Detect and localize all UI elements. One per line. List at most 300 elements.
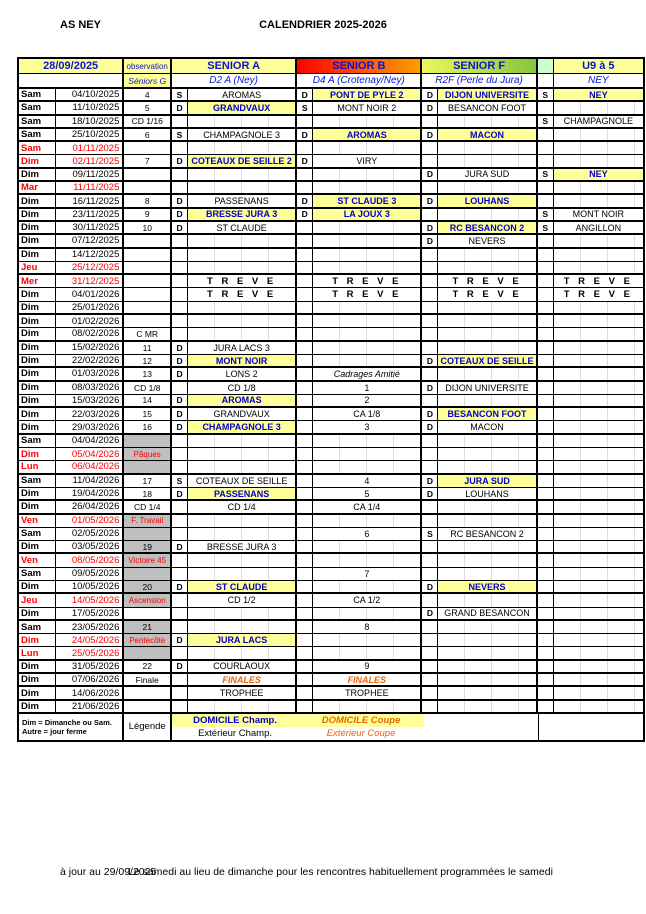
legend-notes xyxy=(19,714,124,740)
team-cell xyxy=(313,328,422,339)
venue-letter-cell xyxy=(297,581,313,592)
venue-letter-cell: D xyxy=(297,129,313,140)
team-cell xyxy=(188,448,297,460)
venue-letter-cell: D xyxy=(422,102,438,113)
day-cell: Ven xyxy=(19,515,56,527)
team-cell: CD 1/2 xyxy=(188,594,297,606)
team-cell xyxy=(188,182,297,193)
observation-cell: 11 xyxy=(124,342,172,354)
venue-letter-cell xyxy=(422,275,438,287)
calendar-row xyxy=(19,355,643,368)
date-cell: 01/05/2026 xyxy=(56,515,125,527)
venue-letter-cell xyxy=(422,288,438,300)
calendar-row xyxy=(19,142,643,155)
date-cell: 09/11/2025 xyxy=(56,169,125,180)
calendar-row xyxy=(19,182,643,195)
team-cell xyxy=(313,235,422,246)
footer-note: Le samedi au lieu de dimanche pour les rencontres habituellement programmées le samedi xyxy=(128,866,553,878)
observation-cell: 16 xyxy=(124,421,172,432)
team-cell: TROPHEE xyxy=(188,687,297,698)
venue-letter-cell: S xyxy=(538,116,554,127)
venue-letter-cell xyxy=(422,515,438,527)
observation-cell: Pentecôte xyxy=(124,634,172,646)
team-cell xyxy=(554,235,643,246)
team-cell xyxy=(188,262,297,273)
team-cell xyxy=(554,342,643,354)
header-observation-sub: Séniors G xyxy=(124,74,172,87)
date-cell: 25/10/2025 xyxy=(56,129,125,140)
venue-letter-cell xyxy=(422,647,438,658)
team-cell xyxy=(438,515,537,527)
team-cell xyxy=(438,661,537,672)
venue-letter-cell: S xyxy=(538,169,554,180)
venue-letter-cell xyxy=(538,608,554,619)
date-cell: 23/05/2026 xyxy=(56,621,125,633)
day-cell: Dim xyxy=(19,209,56,220)
venue-letter-cell xyxy=(422,209,438,220)
date-cell: 17/05/2026 xyxy=(56,608,125,619)
venue-letter-cell xyxy=(172,674,188,685)
legend-home-line xyxy=(172,714,538,727)
venue-letter-cell xyxy=(297,515,313,527)
team-cell xyxy=(188,554,297,566)
club-name: AS NEY xyxy=(60,19,101,31)
venue-letter-cell xyxy=(297,634,313,646)
team-cell: T R E V E xyxy=(188,275,297,287)
team-cell: BRESSE JURA 3 xyxy=(188,209,297,220)
team-cell: 8 xyxy=(313,621,422,633)
venue-letter-cell: D xyxy=(172,488,188,499)
team-cell: ANGILLON xyxy=(575,222,622,233)
venue-letter-cell: D xyxy=(422,195,438,206)
calendar-row xyxy=(19,448,643,461)
venue-letter-cell xyxy=(297,408,313,420)
observation-cell: 15 xyxy=(124,408,172,420)
observation-cell xyxy=(124,275,172,287)
calendar-row xyxy=(19,541,643,554)
team-cell xyxy=(188,515,297,527)
observation-cell: 22 xyxy=(124,661,172,672)
venue-letter-cell xyxy=(297,461,313,472)
header-observation: observation xyxy=(124,59,172,73)
calendar-row xyxy=(19,328,643,341)
team-cell xyxy=(554,302,643,313)
team-cell xyxy=(313,315,422,327)
venue-letter-cell xyxy=(297,421,313,432)
team-cell xyxy=(438,568,537,580)
team-cell: DIJON UNIVERSITE xyxy=(438,89,537,100)
venue-letter-cell xyxy=(422,435,438,447)
team-cell xyxy=(554,249,643,261)
team-cell: TROPHEE xyxy=(313,687,422,698)
day-cell: Dim xyxy=(19,661,56,672)
date-cell: 03/05/2026 xyxy=(56,541,125,552)
venue-letter-cell xyxy=(422,634,438,646)
team-cell xyxy=(554,435,643,447)
venue-letter-cell xyxy=(172,461,188,472)
day-cell: Mer xyxy=(19,275,56,287)
venue-letter-cell xyxy=(538,687,554,698)
venue-letter-cell xyxy=(172,262,188,273)
day-cell: Dim xyxy=(19,421,56,432)
team-cell xyxy=(438,621,537,633)
observation-cell: 5 xyxy=(124,102,172,113)
observation-cell: 14 xyxy=(124,395,172,406)
day-cell: Dim xyxy=(19,288,56,300)
observation-cell xyxy=(124,568,172,580)
observation-cell: 4 xyxy=(124,89,172,100)
venue-letter-cell xyxy=(297,235,313,246)
team-cell: 1 xyxy=(313,382,422,394)
venue-letter-cell: D xyxy=(172,661,188,672)
venue-letter-cell xyxy=(172,302,188,313)
date-cell: 24/05/2026 xyxy=(56,634,125,646)
page-title: CALENDRIER 2025-2026 xyxy=(259,19,387,31)
day-cell: Sam xyxy=(19,568,56,580)
venue-letter-cell xyxy=(538,155,554,166)
team-cell xyxy=(554,501,643,512)
venue-letter-cell: D xyxy=(422,222,438,233)
venue-letter-cell: D xyxy=(172,368,188,379)
venue-letter-cell xyxy=(297,475,313,487)
venue-letter-cell xyxy=(172,116,188,127)
team-cell: CD 1/4 xyxy=(188,501,297,512)
venue-letter-cell xyxy=(538,515,554,527)
team-cell xyxy=(438,262,537,273)
date-cell: 21/06/2026 xyxy=(56,701,125,712)
observation-cell xyxy=(124,461,172,472)
team-cell xyxy=(188,435,297,447)
calendar-row xyxy=(19,288,643,301)
observation-cell xyxy=(124,182,172,193)
venue-letter-cell xyxy=(172,328,188,339)
team-cell xyxy=(554,515,643,527)
date-cell: 15/03/2026 xyxy=(56,395,125,406)
day-cell: Dim xyxy=(19,608,56,619)
day-cell: Dim xyxy=(19,501,56,512)
venue-letter-cell: D xyxy=(172,395,188,406)
team-cell: 2 xyxy=(313,395,422,406)
day-cell: Dim xyxy=(19,395,56,406)
venue-letter-cell: D xyxy=(422,408,438,420)
venue-letter-cell xyxy=(172,515,188,527)
venue-letter-cell xyxy=(297,488,313,499)
date-cell: 04/10/2025 xyxy=(56,89,125,100)
venue-letter-cell: D xyxy=(422,169,438,180)
calendar-row xyxy=(19,674,643,687)
team-cell xyxy=(554,129,643,140)
venue-letter-cell: D xyxy=(172,209,188,220)
venue-letter-cell xyxy=(538,421,554,432)
team-cell xyxy=(313,461,422,472)
venue-letter-cell: S xyxy=(172,475,188,487)
header-u9-letter-cell xyxy=(538,59,554,73)
team-cell: PONT DE PYLE 2 xyxy=(313,89,422,100)
day-cell: Sam xyxy=(19,116,56,127)
team-cell: AROMAS xyxy=(188,395,297,406)
calendar-row xyxy=(19,647,643,660)
date-cell: 10/05/2026 xyxy=(56,581,125,592)
venue-letter-cell xyxy=(172,647,188,658)
team-cell: ST CLAUDE xyxy=(188,222,297,233)
team-cell xyxy=(554,448,643,460)
legend-note-1: Dim = Dimanche ou Sam. xyxy=(22,717,112,727)
venue-letter-cell xyxy=(172,382,188,394)
calendar-row xyxy=(19,222,643,235)
day-cell: Dim xyxy=(19,169,56,180)
team-cell xyxy=(313,169,422,180)
venue-letter-cell xyxy=(172,608,188,619)
observation-cell: 8 xyxy=(124,195,172,206)
team-cell: JURA SUD xyxy=(438,475,537,487)
venue-letter-cell xyxy=(538,302,554,313)
venue-letter-cell xyxy=(538,634,554,646)
calendar-rows xyxy=(19,89,643,714)
calendar-row xyxy=(19,554,643,567)
team-cell xyxy=(188,328,297,339)
venue-letter-cell xyxy=(422,249,438,261)
venue-letter-cell: D xyxy=(172,421,188,432)
team-cell xyxy=(313,515,422,527)
date-cell: 30/11/2025 xyxy=(56,222,125,233)
team-cell xyxy=(313,302,422,313)
venue-letter-cell: D xyxy=(172,195,188,206)
team-cell: 6 xyxy=(313,528,422,540)
day-cell: Sam xyxy=(19,89,56,100)
date-cell: 23/11/2025 xyxy=(56,209,125,220)
team-cell xyxy=(313,182,422,193)
team-cell xyxy=(438,674,537,685)
day-cell: Dim xyxy=(19,302,56,313)
calendar-row xyxy=(19,169,643,182)
team-cell: T R E V E xyxy=(313,275,422,287)
team-cell xyxy=(438,701,537,712)
day-cell: Dim xyxy=(19,408,56,420)
calendar-row xyxy=(19,701,643,714)
team-cell xyxy=(438,541,537,552)
team-cell xyxy=(188,701,297,712)
observation-cell: 6 xyxy=(124,129,172,140)
team-cell xyxy=(554,475,643,487)
team-cell xyxy=(438,647,537,658)
date-cell: 01/03/2026 xyxy=(56,368,125,379)
header-senior-f-division: R2F (Perle du Jura) xyxy=(422,74,537,87)
team-cell: AROMAS xyxy=(188,89,297,100)
venue-letter-cell xyxy=(422,674,438,685)
observation-cell xyxy=(124,235,172,246)
observation-cell xyxy=(124,315,172,327)
day-cell: Sam xyxy=(19,621,56,633)
venue-letter-cell xyxy=(172,554,188,566)
team-cell xyxy=(313,222,422,233)
observation-cell: F. Travail xyxy=(124,515,172,527)
team-cell xyxy=(438,155,537,166)
calendar-row xyxy=(19,249,643,262)
venue-letter-cell: D xyxy=(422,488,438,499)
venue-letter-cell xyxy=(297,674,313,685)
venue-letter-cell xyxy=(297,315,313,327)
observation-cell: 13 xyxy=(124,368,172,379)
calendar-row xyxy=(19,155,643,168)
team-cell xyxy=(313,541,422,552)
team-cell: 4 xyxy=(313,475,422,487)
team-cell: CA 1/2 xyxy=(313,594,422,606)
observation-cell: 7 xyxy=(124,155,172,166)
observation-cell: 19 xyxy=(124,541,172,552)
team-cell xyxy=(554,355,643,366)
venue-letter-cell xyxy=(422,687,438,698)
venue-letter-cell xyxy=(297,262,313,273)
team-cell xyxy=(188,116,297,127)
venue-letter-cell: D xyxy=(172,355,188,366)
team-cell xyxy=(554,328,643,339)
team-cell: 5 xyxy=(313,488,422,499)
venue-letter-cell xyxy=(297,568,313,580)
date-cell: 19/04/2026 xyxy=(56,488,125,499)
venue-letter-cell xyxy=(172,315,188,327)
venue-letter-cell xyxy=(297,448,313,460)
team-cell xyxy=(554,634,643,646)
team-cell xyxy=(438,342,537,354)
observation-cell: 10 xyxy=(124,222,172,233)
team-cell xyxy=(438,501,537,512)
venue-letter-cell: D xyxy=(297,89,313,100)
team-cell xyxy=(188,302,297,313)
team-cell xyxy=(188,528,297,540)
venue-letter-cell xyxy=(422,328,438,339)
date-cell: 16/11/2025 xyxy=(56,195,125,206)
team-cell: GRANDVAUX xyxy=(188,102,297,113)
header-row-2 xyxy=(19,74,643,89)
team-cell xyxy=(188,647,297,658)
venue-letter-cell xyxy=(422,541,438,552)
venue-letter-cell xyxy=(297,142,313,154)
team-cell: COTEAUX DE SEILLE 2 xyxy=(188,155,297,166)
venue-letter-cell xyxy=(172,142,188,154)
calendar-row xyxy=(19,608,643,621)
venue-letter-cell: S xyxy=(538,89,554,100)
venue-letter-cell xyxy=(172,448,188,460)
venue-letter-cell: D xyxy=(172,581,188,592)
calendar-row xyxy=(19,501,643,514)
day-cell: Lun xyxy=(19,647,56,658)
venue-letter-cell xyxy=(297,328,313,339)
venue-letter-cell xyxy=(422,342,438,354)
venue-letter-cell xyxy=(172,435,188,447)
venue-letter-cell xyxy=(538,435,554,447)
date-cell: 31/05/2026 xyxy=(56,661,125,672)
team-cell xyxy=(313,448,422,460)
day-cell: Sam xyxy=(19,142,56,154)
day-cell: Dim xyxy=(19,235,56,246)
venue-letter-cell xyxy=(422,501,438,512)
team-cell xyxy=(554,421,643,432)
team-cell xyxy=(438,368,537,379)
venue-letter-cell xyxy=(422,368,438,379)
team-cell: LONS 2 xyxy=(188,368,297,379)
day-cell: Dim xyxy=(19,581,56,592)
venue-letter-cell xyxy=(422,448,438,460)
observation-cell xyxy=(124,142,172,154)
team-cell xyxy=(188,169,297,180)
observation-cell: 21 xyxy=(124,621,172,633)
venue-letter-cell xyxy=(422,142,438,154)
team-cell: PASSENANS xyxy=(188,195,297,206)
team-cell xyxy=(554,395,643,406)
venue-letter-cell xyxy=(297,169,313,180)
date-cell: 05/04/2026 xyxy=(56,448,125,460)
team-cell: COTEAUX DE SEILLE xyxy=(438,355,537,366)
header-u9: U9 à 5 xyxy=(554,59,643,73)
date-cell: 25/01/2026 xyxy=(56,302,125,313)
team-cell xyxy=(554,182,643,193)
team-cell: CA 1/8 xyxy=(313,408,422,420)
venue-letter-cell xyxy=(297,116,313,127)
venue-letter-cell xyxy=(538,461,554,472)
venue-letter-cell xyxy=(297,594,313,606)
observation-cell xyxy=(124,262,172,273)
day-cell: Dim xyxy=(19,249,56,261)
venue-letter-cell xyxy=(538,554,554,566)
day-cell: Dim xyxy=(19,488,56,499)
day-cell: Sam xyxy=(19,435,56,447)
venue-letter-cell xyxy=(538,621,554,633)
venue-letter-cell: D xyxy=(422,581,438,592)
venue-letter-cell: D xyxy=(422,421,438,432)
calendar-row xyxy=(19,475,643,488)
observation-cell xyxy=(124,608,172,619)
legend-away-champ: Extérieur Champ. xyxy=(198,727,272,739)
footer-update-date: à jour au 29/09/2025 xyxy=(60,866,157,878)
legend-label: Légende xyxy=(124,714,172,740)
team-cell xyxy=(554,661,643,672)
legend-away-line xyxy=(172,727,538,740)
team-cell xyxy=(438,554,537,566)
date-cell: 14/12/2025 xyxy=(56,249,125,261)
team-cell: MONT NOIR xyxy=(572,209,625,220)
venue-letter-cell xyxy=(538,674,554,685)
team-cell xyxy=(438,634,537,646)
venue-letter-cell: D xyxy=(297,195,313,206)
legend-row xyxy=(19,714,643,740)
venue-letter-cell xyxy=(422,594,438,606)
venue-letter-cell xyxy=(538,568,554,580)
venue-letter-cell xyxy=(538,368,554,379)
venue-letter-cell xyxy=(172,568,188,580)
venue-letter-cell xyxy=(297,395,313,406)
day-cell: Dim xyxy=(19,195,56,206)
team-cell xyxy=(554,408,643,420)
venue-letter-cell xyxy=(538,342,554,354)
venue-letter-cell xyxy=(538,581,554,592)
team-cell xyxy=(554,155,643,166)
date-cell: 01/11/2025 xyxy=(56,142,125,154)
team-cell: T R E V E xyxy=(563,289,633,301)
team-cell xyxy=(554,315,643,327)
calendar-row xyxy=(19,488,643,501)
venue-letter-cell xyxy=(538,235,554,246)
venue-letter-cell xyxy=(422,568,438,580)
team-cell: CHAMPAGNOLE xyxy=(563,116,634,127)
venue-letter-cell xyxy=(422,315,438,327)
team-cell: CA 1/4 xyxy=(313,501,422,512)
venue-letter-cell xyxy=(538,448,554,460)
date-cell: 14/06/2026 xyxy=(56,687,125,698)
team-cell xyxy=(554,608,643,619)
team-cell: LA JOUX 3 xyxy=(313,209,422,220)
header-u9-club: NEY xyxy=(588,75,609,86)
header-u9-letter-cell-2 xyxy=(538,74,554,87)
